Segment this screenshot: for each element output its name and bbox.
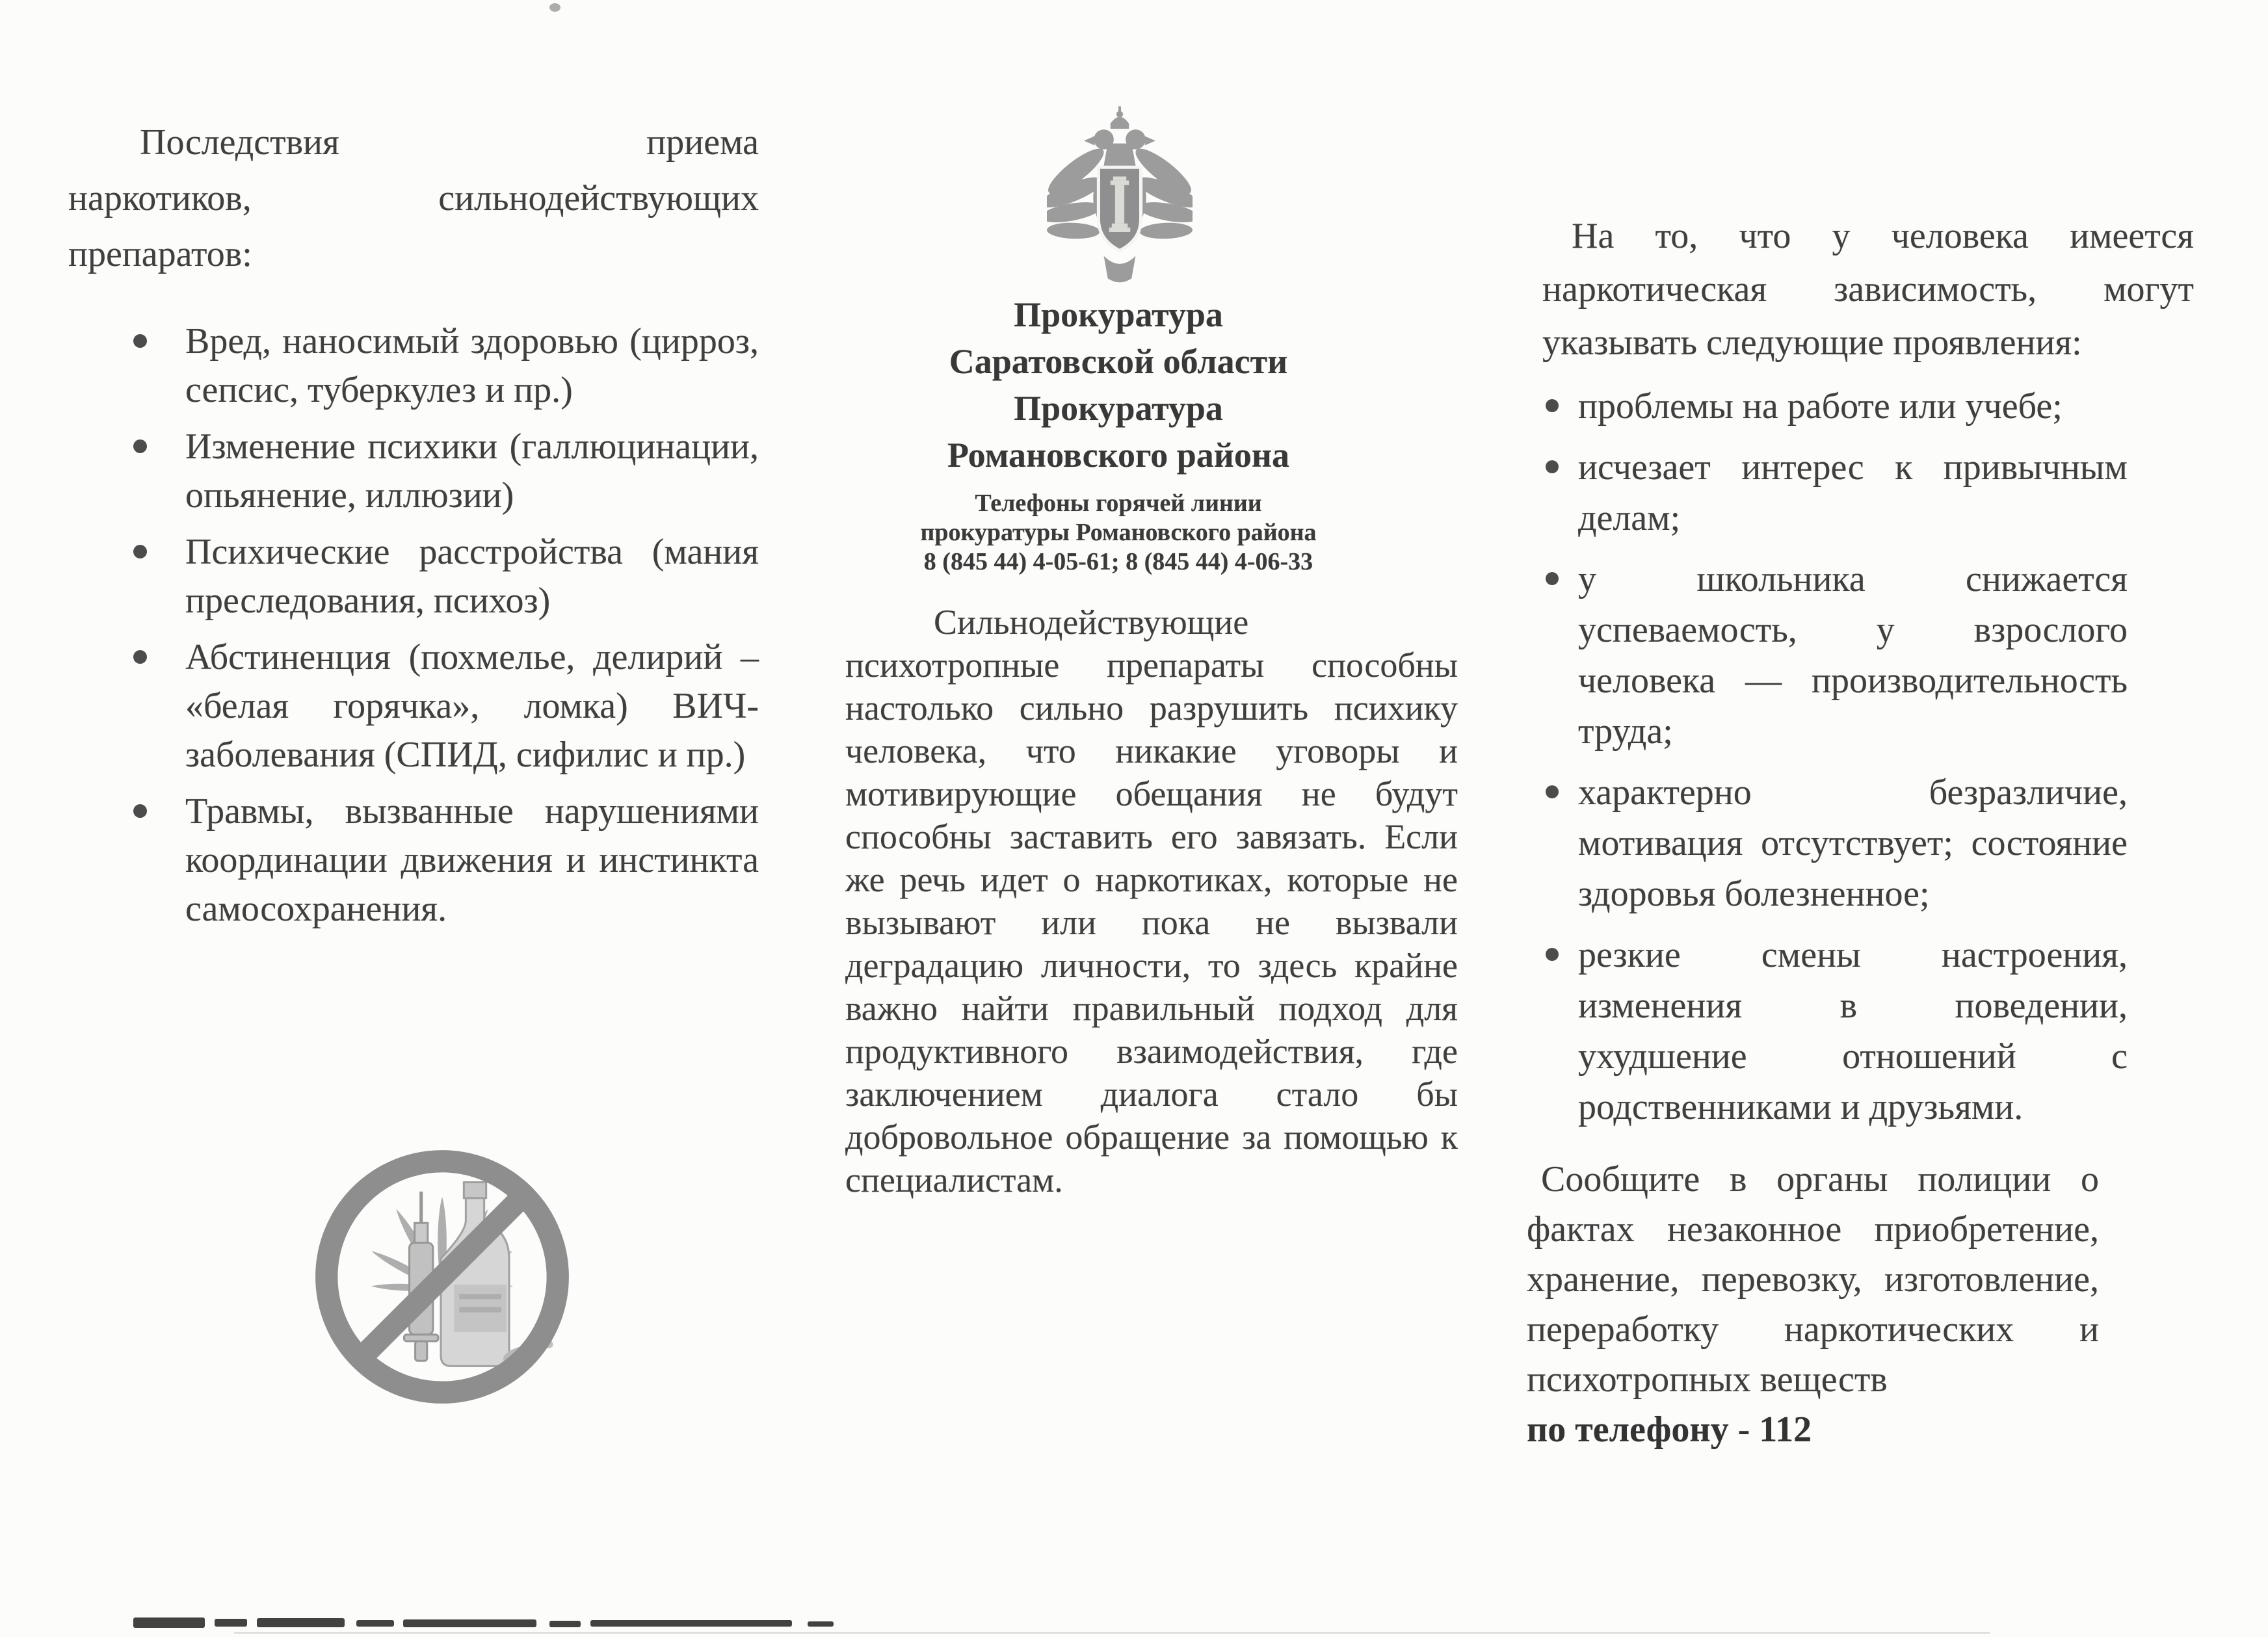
organization-title-block bbox=[891, 291, 1346, 577]
heading-line: указывать следующие проявления: bbox=[1542, 322, 2082, 363]
heading-line: препаратов: bbox=[68, 234, 252, 274]
symptoms-list bbox=[1542, 381, 2128, 1143]
list-item: у школьника снижается успеваемость, у взрослого человека — производительность труда; bbox=[1542, 554, 2128, 757]
list-item: резкие смены настроения, изменения в поведении, ухудшение отношений с родственниками и друзьями. bbox=[1542, 930, 2128, 1133]
report-block bbox=[1527, 1155, 2099, 1455]
hotline-block bbox=[891, 489, 1346, 577]
hotline-line: Телефоны горячей линии bbox=[975, 490, 1262, 517]
scan-artifact bbox=[257, 1618, 345, 1627]
list-item: Вред, наносимый здоровью (цирроз, сепсис, туберкулез и пр.) bbox=[68, 317, 759, 415]
list-item: Изменение психики (галлюцинации, опьянение, иллюзии) bbox=[68, 423, 759, 520]
org-title-line: Прокуратура bbox=[1014, 295, 1223, 334]
heading-line: Последствия приема bbox=[140, 122, 759, 163]
left-column-heading bbox=[68, 114, 759, 282]
list-item: Травмы, вызванные нарушениями координации движения и инстинкта самосохранения. bbox=[68, 787, 759, 934]
scan-artifact bbox=[549, 3, 560, 12]
scan-artifact bbox=[356, 1620, 394, 1627]
emblem-graphic bbox=[1047, 104, 1193, 286]
no-drugs-prohibition-sign-icon bbox=[311, 1146, 574, 1408]
heading-line: наркотиков, сильнодействующих bbox=[68, 178, 759, 218]
emergency-phone-line: по телефону - 112 bbox=[1527, 1409, 1812, 1450]
scan-artifact bbox=[808, 1621, 834, 1627]
org-title-line: Романовского района bbox=[947, 436, 1289, 475]
middle-paragraph: Сильнодействующие психотропные препараты способны настолько сильно разрушить психику человека, что никакие уговоры и мотивирующие обещания не будут способны заставить его завязать. Если же речь идет о наркотиках, которые не вызывают или пока не вызвали деградацию личности, то здесь крайне важно найти правильный подход для продуктивного взаимодействия, где заключением диалога стало бы добровольное обращение за помощью к специалистам. bbox=[845, 603, 1458, 1199]
scan-artifact bbox=[234, 1632, 1990, 1634]
scan-artifact bbox=[549, 1621, 581, 1627]
org-title-line: Прокуратура bbox=[1014, 389, 1223, 428]
list-item: Абстиненция (похмелье, делирий – «белая горячка», ломка) ВИЧ-заболевания (СПИД, сифилис и пр.) bbox=[68, 633, 759, 779]
right-column-heading bbox=[1542, 209, 2194, 369]
heading-line: На то, что у человека имеется bbox=[1572, 216, 2194, 256]
list-item: проблемы на работе или учебе; bbox=[1542, 381, 2128, 432]
heading-line: наркотическая зависимость, могут bbox=[1542, 269, 2194, 309]
org-title-line: Саратовской области bbox=[949, 342, 1288, 381]
list-item: Психические расстройства (мания преследования, психоз) bbox=[68, 528, 759, 625]
list-item: характерно безразличие, мотивация отсутствует; состояние здоровья болезненное; bbox=[1542, 767, 2128, 919]
scan-artifact bbox=[133, 1617, 205, 1628]
scan-artifact bbox=[590, 1620, 792, 1627]
report-paragraph: Сообщите в органы полиции о фактах незаконное приобретение, хранение, перевозку, изготовление, переработку наркотических и психотропных веществ bbox=[1527, 1159, 2099, 1400]
list-item: исчезает интерес к привычным делам; bbox=[1542, 442, 2128, 543]
hotline-phone-numbers: 8 (845 44) 4-05-61; 8 (845 44) 4-06-33 bbox=[923, 548, 1313, 575]
no-drugs-sign-graphic bbox=[311, 1146, 574, 1408]
scan-artifact bbox=[403, 1619, 536, 1627]
consequences-list bbox=[68, 317, 759, 941]
prosecutor-eagle-emblem-icon bbox=[1047, 104, 1193, 286]
scan-artifact bbox=[215, 1619, 247, 1627]
hotline-line: прокуратуры Романовского района bbox=[920, 519, 1317, 546]
